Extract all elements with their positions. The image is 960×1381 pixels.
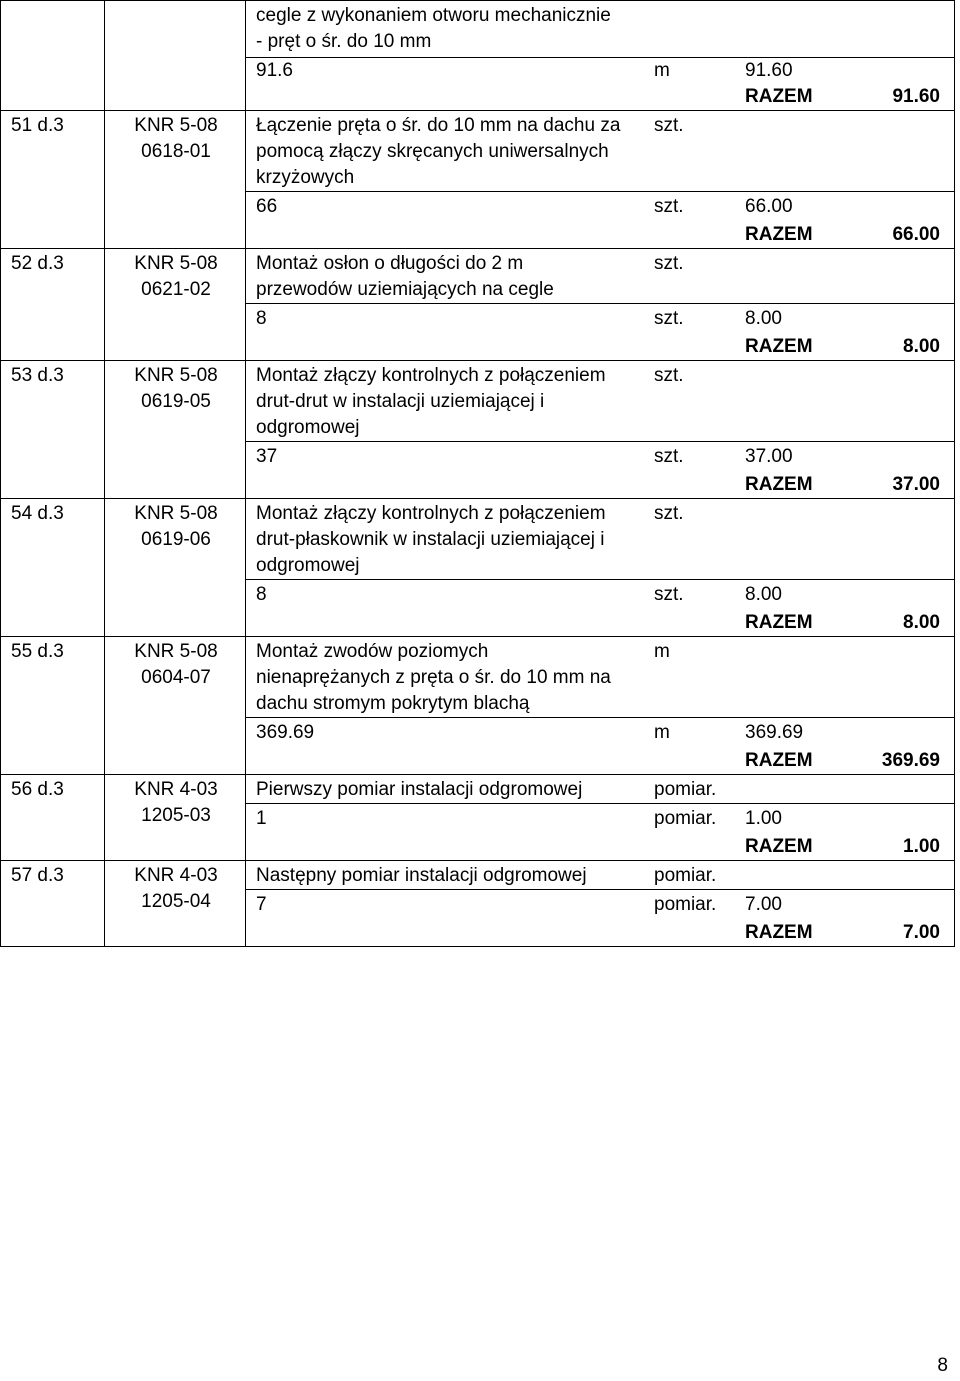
lp-cell — [1, 1, 105, 111]
basis-line: 1205-04 — [141, 891, 211, 912]
description-cell — [246, 361, 955, 442]
razem-cell — [246, 220, 955, 249]
lp-cell: 52 d.3 — [1, 249, 105, 361]
razem-line: RAZEM 37.00 — [745, 474, 940, 495]
quantity-line: 1 pomiar. 1.00 — [256, 808, 782, 829]
quantity-line: 8 szt. 8.00 — [256, 308, 782, 329]
item-description: Montaż złączy kontrolnych z połączeniem drut-drut w instalacji uziemiającej i odgromowej — [256, 365, 606, 438]
razem-line: RAZEM 66.00 — [745, 224, 940, 245]
description-cell — [246, 499, 955, 580]
description-cell — [246, 249, 955, 304]
unit-label: szt. — [654, 503, 684, 524]
description-cell — [246, 775, 955, 804]
quantity-line: 91.6 m 91.60 — [256, 60, 793, 81]
lp-cell: 53 d.3 — [1, 361, 105, 499]
quantity-line: 7 pomiar. 7.00 — [256, 894, 782, 915]
basis-line: 0621-02 — [141, 279, 211, 300]
basis-line: KNR 5-08 — [134, 641, 218, 662]
razem-cell — [246, 746, 955, 775]
razem-cell — [246, 918, 955, 947]
basis-line: KNR 5-08 — [134, 365, 218, 386]
basis-line: 1205-03 — [141, 805, 211, 826]
item-description: Montaż złączy kontrolnych z połączeniem drut-płaskownik w instalacji uziemiającej i odgromowej — [256, 503, 606, 576]
unit-label: szt. — [654, 115, 684, 136]
unit-label: m — [654, 641, 670, 662]
table-row — [1, 637, 955, 718]
quantity-line: 369.69 m 369.69 — [256, 722, 804, 743]
basis-line: 0619-05 — [141, 391, 211, 412]
basis-line: 0618-01 — [141, 141, 211, 162]
quantity-cell — [246, 192, 955, 221]
quantity-cell — [246, 804, 955, 833]
quantity-line: 8 szt. 8.00 — [256, 584, 782, 605]
razem-line: RAZEM 1.00 — [745, 836, 940, 857]
basis-cell — [105, 111, 246, 249]
quantity-line: 37 szt. 37.00 — [256, 446, 793, 467]
basis-line: KNR 5-08 — [134, 115, 218, 136]
item-description: cegle z wykonaniem otworu mechanicznie - pręt o śr. do 10 mm — [256, 5, 611, 52]
page-number: 8 — [937, 1355, 948, 1376]
unit-label: szt. — [654, 253, 684, 274]
basis-cell — [105, 637, 246, 775]
quantity-cell — [246, 442, 955, 471]
razem-cell — [246, 608, 955, 637]
basis-cell — [105, 1, 246, 111]
basis-line: 0604-07 — [141, 667, 211, 688]
item-description: Pierwszy pomiar instalacji odgromowej — [256, 779, 583, 800]
basis-cell — [105, 361, 246, 499]
basis-line: 0619-06 — [141, 529, 211, 550]
basis-line: KNR 4-03 — [134, 865, 218, 886]
table-row — [1, 499, 955, 580]
basis-line: KNR 5-08 — [134, 253, 218, 274]
quantity-cell — [246, 580, 955, 609]
quantity-cell — [246, 304, 955, 333]
lp-cell: 54 d.3 — [1, 499, 105, 637]
lp-cell: 51 d.3 — [1, 111, 105, 249]
basis-line: KNR 4-03 — [134, 779, 218, 800]
razem-line: RAZEM 8.00 — [745, 612, 940, 633]
razem-line: RAZEM 369.69 — [745, 750, 940, 771]
basis-cell — [105, 775, 246, 861]
razem-cell — [246, 470, 955, 499]
basis-line: KNR 5-08 — [134, 503, 218, 524]
basis-cell — [105, 861, 246, 947]
item-description: Montaż zwodów poziomych nienaprężanych z pręta o śr. do 10 mm na dachu stromym pokrytym blachą — [256, 641, 611, 714]
item-description: Montaż osłon o długości do 2 m przewodów uziemiających na cegle — [256, 253, 554, 300]
razem-line: RAZEM 7.00 — [745, 922, 940, 943]
description-cell — [246, 861, 955, 890]
lp-cell: 56 d.3 — [1, 775, 105, 861]
basis-cell — [105, 249, 246, 361]
unit-label: szt. — [654, 365, 684, 386]
razem-line: RAZEM 91.60 — [745, 86, 940, 107]
lp-cell: 57 d.3 — [1, 861, 105, 947]
table-row — [1, 111, 955, 192]
description-cell — [246, 637, 955, 718]
item-description: Łączenie pręta o śr. do 10 mm na dachu za pomocą złączy skręcanych uniwersalnych krzyżowych — [256, 115, 621, 188]
quantity-line: 66 szt. 66.00 — [256, 196, 793, 217]
table-row — [1, 361, 955, 442]
description-cell — [246, 111, 955, 192]
lp-cell: 55 d.3 — [1, 637, 105, 775]
table-row — [1, 775, 955, 804]
razem-cell — [246, 832, 955, 861]
unit-label: pomiar. — [654, 779, 717, 800]
description-cell — [246, 1, 955, 111]
basis-cell — [105, 499, 246, 637]
table-row — [1, 249, 955, 304]
razem-cell — [246, 332, 955, 361]
quantity-cell — [246, 890, 955, 919]
table-row — [1, 861, 955, 890]
quantity-cell — [246, 718, 955, 747]
item-description: Następny pomiar instalacji odgromowej — [256, 865, 587, 886]
unit-label: pomiar. — [654, 865, 717, 886]
razem-line: RAZEM 8.00 — [745, 336, 940, 357]
table-row — [1, 1, 955, 111]
